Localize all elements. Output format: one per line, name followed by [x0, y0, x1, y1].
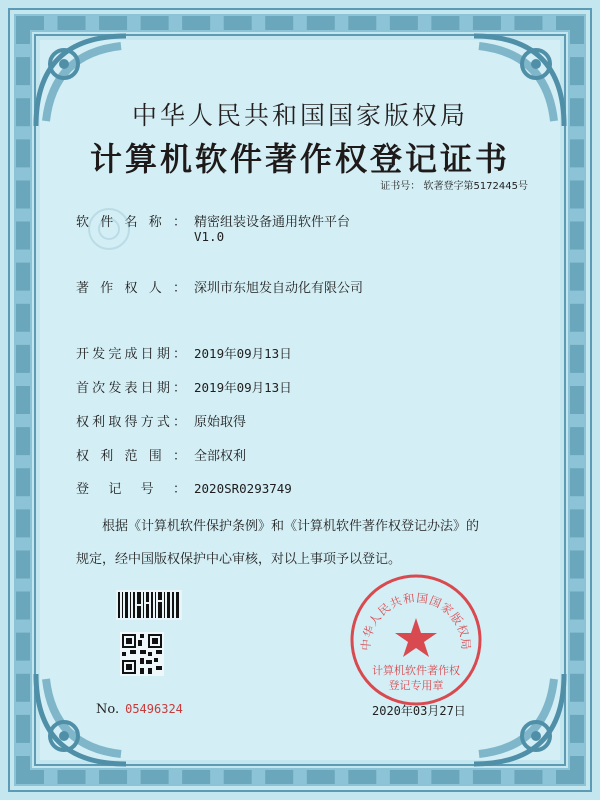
field-value: 2019年09月13日 [194, 346, 292, 361]
qr-code [120, 632, 164, 676]
field-value: 2020SR0293749 [194, 481, 292, 496]
certificate-number-value: 软著登字第5172445号 [423, 181, 528, 192]
serial-number-label: No. [96, 702, 120, 717]
field-rights-scope [76, 445, 246, 464]
field-label: 登记号： [76, 482, 186, 497]
seal-line-2: 登记专用章 [388, 679, 444, 692]
official-seal [348, 572, 484, 708]
certificate-number [380, 177, 528, 192]
field-acquisition-method [76, 411, 246, 430]
seal-line-1: 计算机软件著作权 [372, 664, 460, 677]
field-copyright-owner [76, 277, 363, 296]
seal-arc-text: 中华人民共和国国家版权局 [358, 590, 474, 652]
serial-number [96, 702, 183, 717]
field-label: 开发完成日期： [76, 347, 186, 362]
field-value: 全部权利 [194, 449, 247, 464]
field-development-date [76, 343, 292, 362]
field-software-version [194, 229, 224, 245]
field-value-version: V1.0 [194, 229, 225, 244]
certificate-title: 计算机软件著作权登记证书 [89, 140, 510, 178]
field-registration-number [76, 478, 292, 497]
field-label: 权利范围： [76, 449, 186, 464]
field-software-name [76, 211, 350, 230]
issuing-authority: 中华人民共和国国家版权局 [131, 101, 468, 130]
field-label: 权利取得方式： [76, 415, 186, 430]
statement-line-2: 规定，经中国版权保护中心审核，对以上事项予以登记。 [76, 552, 402, 567]
barcode [116, 590, 182, 620]
field-value: 深圳市东旭发自动化有限公司 [194, 281, 364, 296]
field-label: 著作权人： [76, 281, 186, 296]
field-label: 首次发表日期： [76, 381, 186, 396]
corner-ornament-bottom-left [26, 664, 136, 774]
field-value: 2019年09月13日 [194, 380, 292, 395]
field-value: 原始取得 [194, 415, 247, 430]
field-publication-date [76, 377, 292, 396]
field-value: 精密组装设备通用软件平台 [194, 215, 351, 230]
issue-date: 2020年03月27日 [372, 704, 466, 718]
certificate-number-label: 证书号： [380, 181, 421, 192]
field-label: 软件名称： [76, 215, 186, 230]
seal-star-icon [395, 618, 437, 657]
statement-line-1: 根据《计算机软件保护条例》和《计算机软件著作权登记办法》的 [102, 519, 480, 534]
serial-number-value: 05496324 [125, 702, 183, 716]
